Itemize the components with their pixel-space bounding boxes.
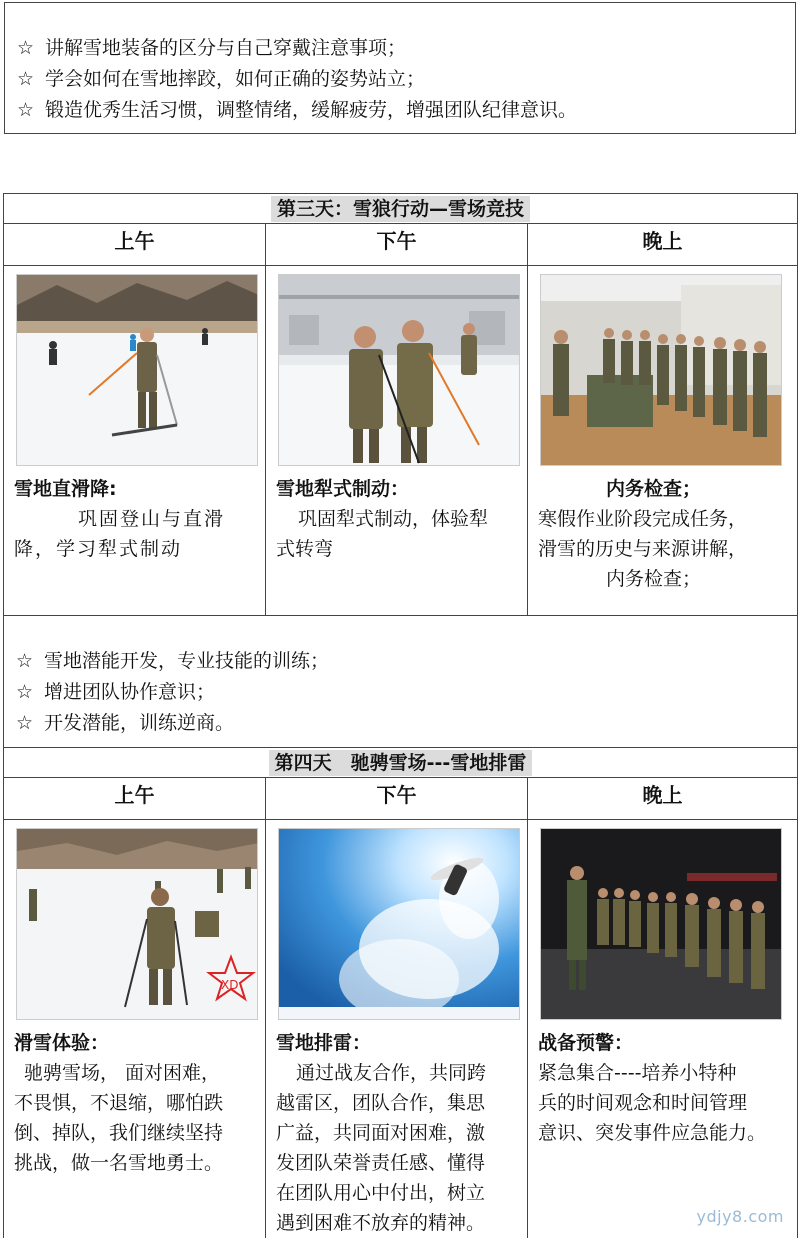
header-evening: 晚上 [528, 224, 798, 266]
goal-line-2: ☆ 增进团队协作意识； [16, 677, 797, 708]
day4-title-cell [4, 748, 798, 778]
star-icon: ☆ [16, 712, 34, 734]
star-icon: ☆ [17, 68, 35, 90]
photo-logo-text: XD [221, 978, 239, 992]
activity-title: 雪地排雷： [276, 1032, 372, 1054]
ski-experience-photo [16, 828, 258, 1020]
day3-title: 第三天：雪狼行动—雪场竞技 [271, 196, 530, 222]
goal-line-1: ☆ 讲解雪地装备的区分与自己穿戴注意事项； [17, 33, 795, 64]
activity-desc: 寒假作业阶段完成任务， 滑雪的历史与来源讲解， 内务检查； [538, 508, 748, 590]
star-icon: ☆ [16, 681, 34, 703]
activity-title: 滑雪体验： [14, 1032, 110, 1054]
day4-evening-cell [528, 820, 798, 1238]
snowboard-jump-photo [278, 828, 520, 1020]
header-morning: 上午 [4, 778, 266, 820]
day4-morning-cell [4, 820, 266, 1238]
goal-line-2: ☆ 学会如何在雪地摔跤，如何正确的姿势站立； [17, 64, 795, 95]
night-assembly-photo [540, 828, 782, 1020]
star-icon: ☆ [17, 99, 35, 121]
top-goals-box [4, 2, 796, 134]
star-icon: ☆ [17, 37, 35, 59]
skier-on-slope-photo [16, 274, 258, 466]
header-afternoon: 下午 [266, 224, 528, 266]
two-cadets-with-poles-photo [278, 274, 520, 466]
activity-desc: 驰骋雪场， 面对困难， 不畏惧，不退缩，哪怕跌 倒、掉队，我们继续坚持 挑战，做一名雪地勇士。 [14, 1062, 224, 1174]
activity-title: 战备预警： [538, 1032, 634, 1054]
day3-title-cell [4, 194, 798, 224]
activity-title: 雪地犁式制动： [276, 478, 410, 500]
activity-desc: 巩固登山与直滑 降，学习犁式制动 [14, 508, 226, 560]
day3-evening-cell [528, 266, 798, 616]
day3-afternoon-cell [266, 266, 528, 616]
goal-line-3: ☆ 锻造优秀生活习惯，调整情绪，缓解疲劳，增强团队纪律意识。 [17, 95, 795, 126]
header-afternoon: 下午 [266, 778, 528, 820]
goal-line-1: ☆ 雪地潜能开发，专业技能的训练； [16, 646, 797, 677]
day3-morning-cell: 雪地直滑降: 巩固登山与直滑 降，学习犁式制动 [4, 266, 266, 616]
header-evening: 晚上 [528, 778, 798, 820]
activity-desc: 通过战友合作，共同跨 越雷区，团队合作，集思 广益，共同面对困难，激 发团队荣誉责任感、懂得 在团队用心中付出，树立 遇到困难不放弃的精神。 [276, 1062, 487, 1234]
site-watermark: ydjy8.com [696, 1207, 784, 1226]
activity-desc: 紧急集合----培养小特种 兵的时间观念和时间管理 意识、突发事件应急能力。 [538, 1062, 767, 1144]
indoor-inspection-photo [540, 274, 782, 466]
day4-afternoon-cell [266, 820, 528, 1238]
activity-title: 雪地直滑降 [14, 478, 110, 500]
day3-goals-cell [4, 616, 798, 748]
activity-desc: 巩固犁式制动，体验犁 式转弯 [276, 508, 489, 560]
activity-title: 内务检查； [606, 478, 702, 500]
goal-line-3: ☆ 开发潜能，训练逆商。 [16, 708, 797, 739]
day3-schedule-table [3, 193, 798, 1238]
star-icon: ☆ [16, 650, 34, 672]
day4-title: 第四天 驰骋雪场---雪地排雷 [269, 750, 533, 776]
header-morning: 上午 [4, 224, 266, 266]
